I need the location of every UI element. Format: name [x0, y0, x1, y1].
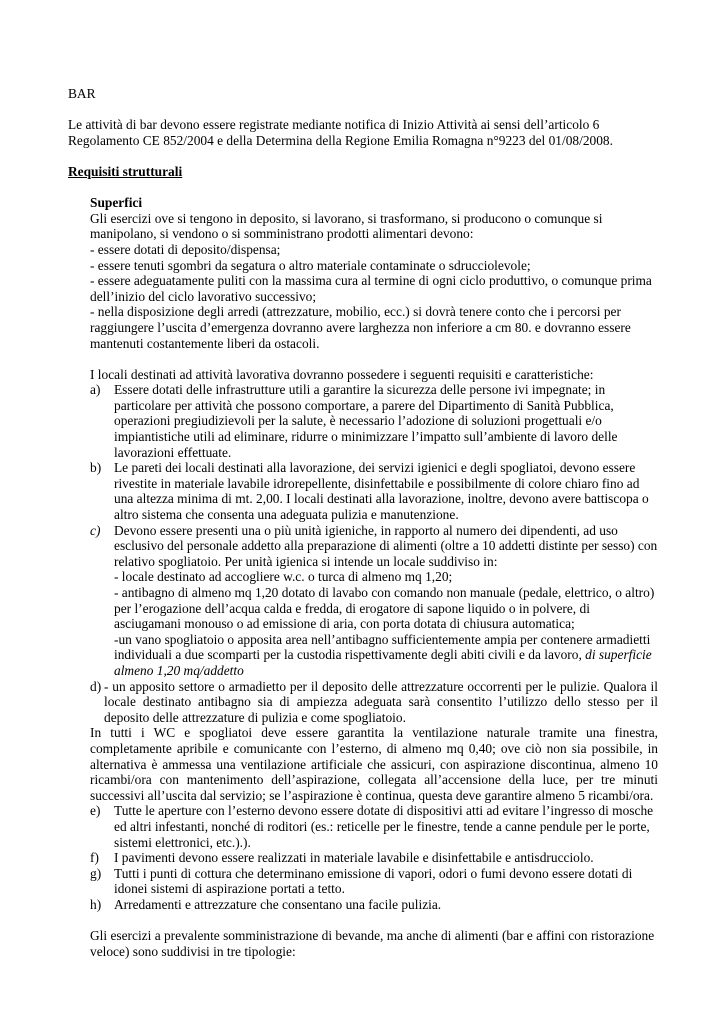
- list-item-text: I pavimenti devono essere realizzati in materiale lavabile e disinfettabile e antisdrucciolo.: [114, 850, 594, 866]
- document-page: [68, 86, 658, 959]
- list-item-text: Arredamenti e attrezzature che consentano una facile pulizia.: [114, 896, 442, 912]
- list-item-text: - un apposito settore o armadietto per il deposito delle attrezzature occorrenti per le pulizie. Qualora il locale destinato antibagno sia di ampiezza adeguata sarà consentito l’utilizzo dello stesso per il deposito delle attrezzature di pulizia e come spogliatoio.: [104, 678, 658, 725]
- intro-paragraph: Le attività di bar devono essere registrate mediante notifica di Inizio Attività ai sensi dell’articolo 6 Regolamento CE 852/2004 e della Determina della Regione Emilia Romagna n°9223 del 01/08/2008.: [68, 117, 613, 148]
- sub-item: - antibagno di almeno mq 1,20 dotato di lavabo con comando non manuale (pedale, elettrico, o altro) per l’erogazione dell’acqua calda e fredda, di erogatore di sapone liquido o in polvere, di asciugamani monouso o ad emissione di aria, con porta dotata di chiusura automatica;: [114, 585, 655, 632]
- superfici-block: [90, 211, 658, 351]
- superfici-item: - essere adeguatamente puliti con la massima cura al termine di ogni ciclo produttivo, o comunque prima dell’inizio del ciclo lavorativo successivo;: [90, 273, 652, 304]
- subheading-superfici: Superfici: [90, 195, 143, 211]
- list-marker: c): [90, 522, 101, 538]
- list-item-b: [90, 460, 658, 522]
- section-heading: Requisiti strutturali: [68, 163, 183, 179]
- requirements-list-continued: [90, 803, 658, 912]
- list-marker: h): [90, 896, 102, 912]
- requirements-list: [90, 382, 658, 725]
- list-item-g: [90, 866, 658, 897]
- list-item-e: [90, 803, 658, 850]
- list-marker: b): [90, 460, 102, 476]
- list-marker: e): [90, 803, 101, 819]
- list-item-f: [90, 850, 658, 866]
- list-marker: f): [90, 850, 99, 866]
- list-item-text: Le pareti dei locali destinati alla lavorazione, dei servizi igienici e degli spogliatoi, devono essere rivestite in materiale lavabile idrorepellente, disinfettabile e possibilmente di colore chiaro fino ad una altezza minima di mt. 2,00. I locali destinati alla lavorazione, inoltre, devono avere battiscopa o altro sistema che consenta una adeguata pulizia e manutenzione.: [114, 460, 649, 523]
- sub-item: - locale destinato ad accogliere w.c. o turca di almeno mq 1,20;: [114, 569, 453, 585]
- list-item-text: Essere dotati delle infrastrutture utili a garantire la sicurezza delle persone ivi impegnate; in particolare per attività che possono comportare, a parere del Dipartimento di Sanità Pubblica, operazioni pregiudizievoli per la salute, è necessario l’adozione di soluzioni progettuali e/o impiantistiche utili ad eliminare, ridurre o minimizzare l’impatto sull’ambiente di lavoro delle lavorazioni effettuate.: [114, 382, 618, 460]
- list-item-text: Tutti i punti di cottura che determinano emissione di vapori, odori o fumi devono essere dotati di idonei sistemi di aspirazione portati a tetto.: [114, 865, 633, 897]
- superfici-item: - essere dotati di deposito/dispensa;: [90, 241, 281, 257]
- list-marker: d): [90, 678, 102, 694]
- list-item-text: Tutte le aperture con l’esterno devono essere dotate di dispositivi atti ad evitare l’ingresso di mosche ed altri infestanti, nonché di roditori (es.: reticelle per le finestre, tende a canne pendule per le porte, sistemi elettronici, etc.).).: [114, 803, 654, 850]
- list-marker: g): [90, 865, 102, 881]
- sub-item-text: -un vano spogliatoio o apposita area nell’antibagno sufficientemente ampia per contenere armadietti individuali a due scomparti per la custodia rispettivamente degli abiti civili e da lavoro,: [114, 631, 651, 663]
- list-item-a: [90, 382, 658, 460]
- list-item-h: [90, 897, 658, 913]
- list-item-text: Devono essere presenti una o più unità igieniche, in rapporto al numero dei dipendenti, ad uso esclusivo del personale addetto alla preparazione di alimenti (oltre a 10 addetti distinte per sesso) con relativo spogliatoio. Per unità igienica si intende un locale suddiviso in:: [114, 522, 658, 569]
- closing-paragraph: Gli esercizi a prevalente somministrazione di bevande, ma anche di alimenti (bar e affini con ristorazione veloce) sono suddivisi in tre tipologie:: [90, 928, 655, 959]
- superfici-item: - essere tenuti sgombri da segatura o altro materiale contaminate o sdrucciolevole;: [90, 257, 531, 273]
- sub-item: [114, 632, 658, 679]
- sub-item-italic: di superficie almeno 1,20 mq/addetto: [114, 647, 652, 678]
- wc-paragraph: In tutti i WC e spogliatoi deve essere garantita la ventilazione naturale tramite una finestra, completamente apribile e comunicante con l’esterno, di almeno mq 0,40; ove ciò non sia possibile, in alternativa è ammessa una ventilazione artificiale che assicuri, con aspirazione discontinua, almeno 10 ricambi/ora con mantenimento dell’aspirazione, collegata all’accensione della luce, per tre minuti successivi all’uscita dal servizio; se l’aspirazione è continua, questa deve garantire almeno 5 ricambi/ora.: [90, 725, 658, 803]
- superfici-intro: Gli esercizi ove si tengono in deposito, si lavorano, si trasformano, si producono o comunque si manipolano, si vendono o si somministrano prodotti alimentari devono:: [90, 210, 603, 242]
- list-marker: a): [90, 382, 101, 398]
- document-title: BAR: [68, 86, 96, 101]
- superfici-item: - nella disposizione degli arredi (attrezzature, mobilio, ecc.) si dovrà tenere conto che i percorsi per raggiungere l’uscita d’emergenza dovranno avere larghezza non inferiore a cm 80. e dovranno essere mantenuti costantemente liberi da ostacoli.: [90, 304, 631, 351]
- list-item-d: [90, 679, 658, 726]
- locali-intro: I locali destinati ad attività lavorativa dovranno possedere i seguenti requisiti e caratteristiche:: [90, 366, 594, 382]
- list-item-c: [90, 523, 658, 679]
